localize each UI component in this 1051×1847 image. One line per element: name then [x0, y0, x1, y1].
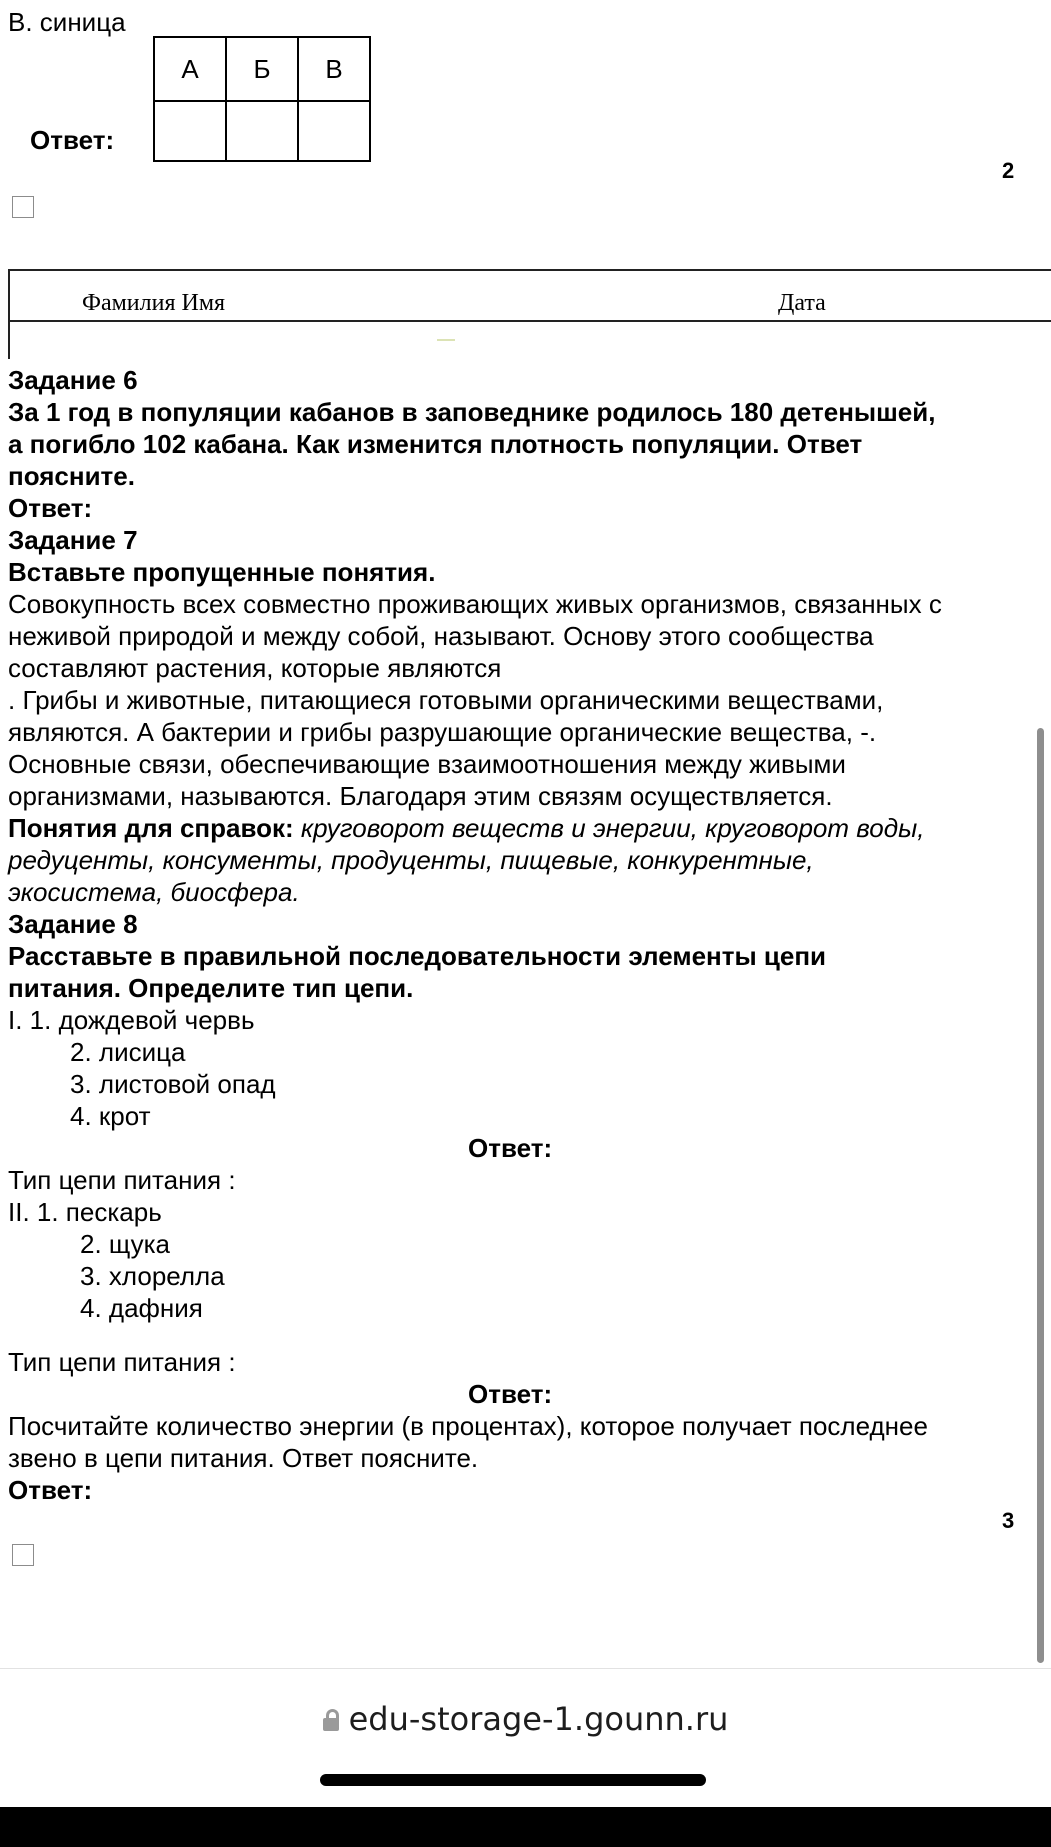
task7-text-line: Совокупность всех совместно проживающих живых организмов, связанных с: [8, 589, 942, 619]
energy-question-line: Посчитайте количество энергии (в процентах), которое получает последнее: [8, 1411, 928, 1441]
page-number: 3: [1002, 1508, 1015, 1533]
task8-answer-label: Ответ:: [468, 1133, 553, 1163]
task7-reference-terms: редуценты, консументы, продуценты, пищевые, конкурентные,: [8, 845, 814, 875]
answer-cell-b: [226, 101, 298, 161]
chain1-item: 2. лисица: [70, 1037, 186, 1067]
energy-question-line: звено в цепи питания. Ответ поясните.: [8, 1443, 479, 1473]
task7-title: Задание 7: [8, 525, 138, 555]
table-header-b: Б: [226, 37, 298, 101]
task6-title: Задание 6: [8, 365, 138, 395]
task8-instruction: питания. Определите тип цепи.: [8, 973, 414, 1003]
checkbox-icon: [12, 1544, 34, 1566]
chain-type-label: Тип цепи питания :: [8, 1165, 236, 1195]
chain1-item: 4. крот: [70, 1101, 151, 1131]
small-mark: [437, 339, 455, 341]
chain2-item: 3. хлорелла: [80, 1261, 225, 1291]
task7-instruction: Вставьте пропущенные понятия.: [8, 557, 436, 587]
answer-cell-v: [298, 101, 370, 161]
task8-answer-label: Ответ:: [8, 1475, 93, 1505]
task8-instruction: Расставьте в правильной последовательности элементы цепи: [8, 941, 827, 971]
task6-question-line: поясните.: [8, 461, 135, 491]
url-text: edu-storage-1.gounn.ru: [348, 1700, 729, 1738]
task7-reference-label: Понятия для справок:: [8, 813, 294, 843]
chain-type-label: Тип цепи питания :: [8, 1347, 236, 1377]
task7-text-line: организмами, называются. Благодаря этим связям осуществляется.: [8, 781, 833, 811]
checkbox-icon: [12, 196, 34, 218]
home-indicator[interactable]: [320, 1774, 706, 1786]
header-left-rule: [8, 269, 10, 359]
task7-text-line: являются. А бактерии и грибы разрушающие органические вещества, -.: [8, 717, 877, 747]
answer-label: Ответ:: [30, 125, 115, 155]
page-number: 2: [1002, 158, 1015, 183]
name-label: Фамилия Имя: [82, 290, 226, 316]
task7-text-line: Основные связи, обеспечивающие взаимоотношения между живыми: [8, 749, 846, 779]
task7-reference-terms: экосистема, биосфера.: [8, 877, 300, 907]
task8-answer-label: Ответ:: [468, 1379, 553, 1409]
task7-text-line: составляют растения, которые являются: [8, 653, 502, 683]
option-c: В. синица: [8, 7, 126, 37]
table-header-v: В: [298, 37, 370, 101]
header-bottom-rule: [8, 320, 1051, 322]
answer-cell-a: [154, 101, 226, 161]
header-top-rule: [8, 269, 1051, 271]
browser-bottom-bar: [0, 1668, 1051, 1808]
chain1-item: I. 1. дождевой червь: [8, 1005, 255, 1035]
task8-title: Задание 8: [8, 909, 138, 939]
chain2-item: 2. щука: [80, 1229, 170, 1259]
chain1-item: 3. листовой опад: [70, 1069, 276, 1099]
task7-reference: [8, 812, 924, 844]
bottom-black-band: [0, 1807, 1051, 1847]
task7-reference-terms: круговорот веществ и энергии, круговорот воды,: [293, 813, 925, 843]
scrollbar[interactable]: [1037, 728, 1044, 1663]
task6-question-line: За 1 год в популяции кабанов в заповеднике родилось 180 детенышей,: [8, 397, 936, 427]
answer-table: [153, 36, 371, 162]
task6-question-line: а погибло 102 кабана. Как изменится плотность популяции. Ответ: [8, 429, 863, 459]
chain2-item: 4. дафния: [80, 1293, 203, 1323]
task7-text-line: неживой природой и между собой, называют. Основу этого сообщества: [8, 621, 874, 651]
address-bar[interactable]: [0, 1700, 1051, 1738]
chain2-item: II. 1. пескарь: [8, 1197, 162, 1227]
table-header-a: А: [154, 37, 226, 101]
date-label: Дата: [778, 290, 826, 316]
task6-answer-label: Ответ:: [8, 493, 93, 523]
task7-text-line: . Грибы и животные, питающиеся готовыми органическими веществами,: [8, 685, 884, 715]
lock-icon: [323, 1718, 339, 1731]
